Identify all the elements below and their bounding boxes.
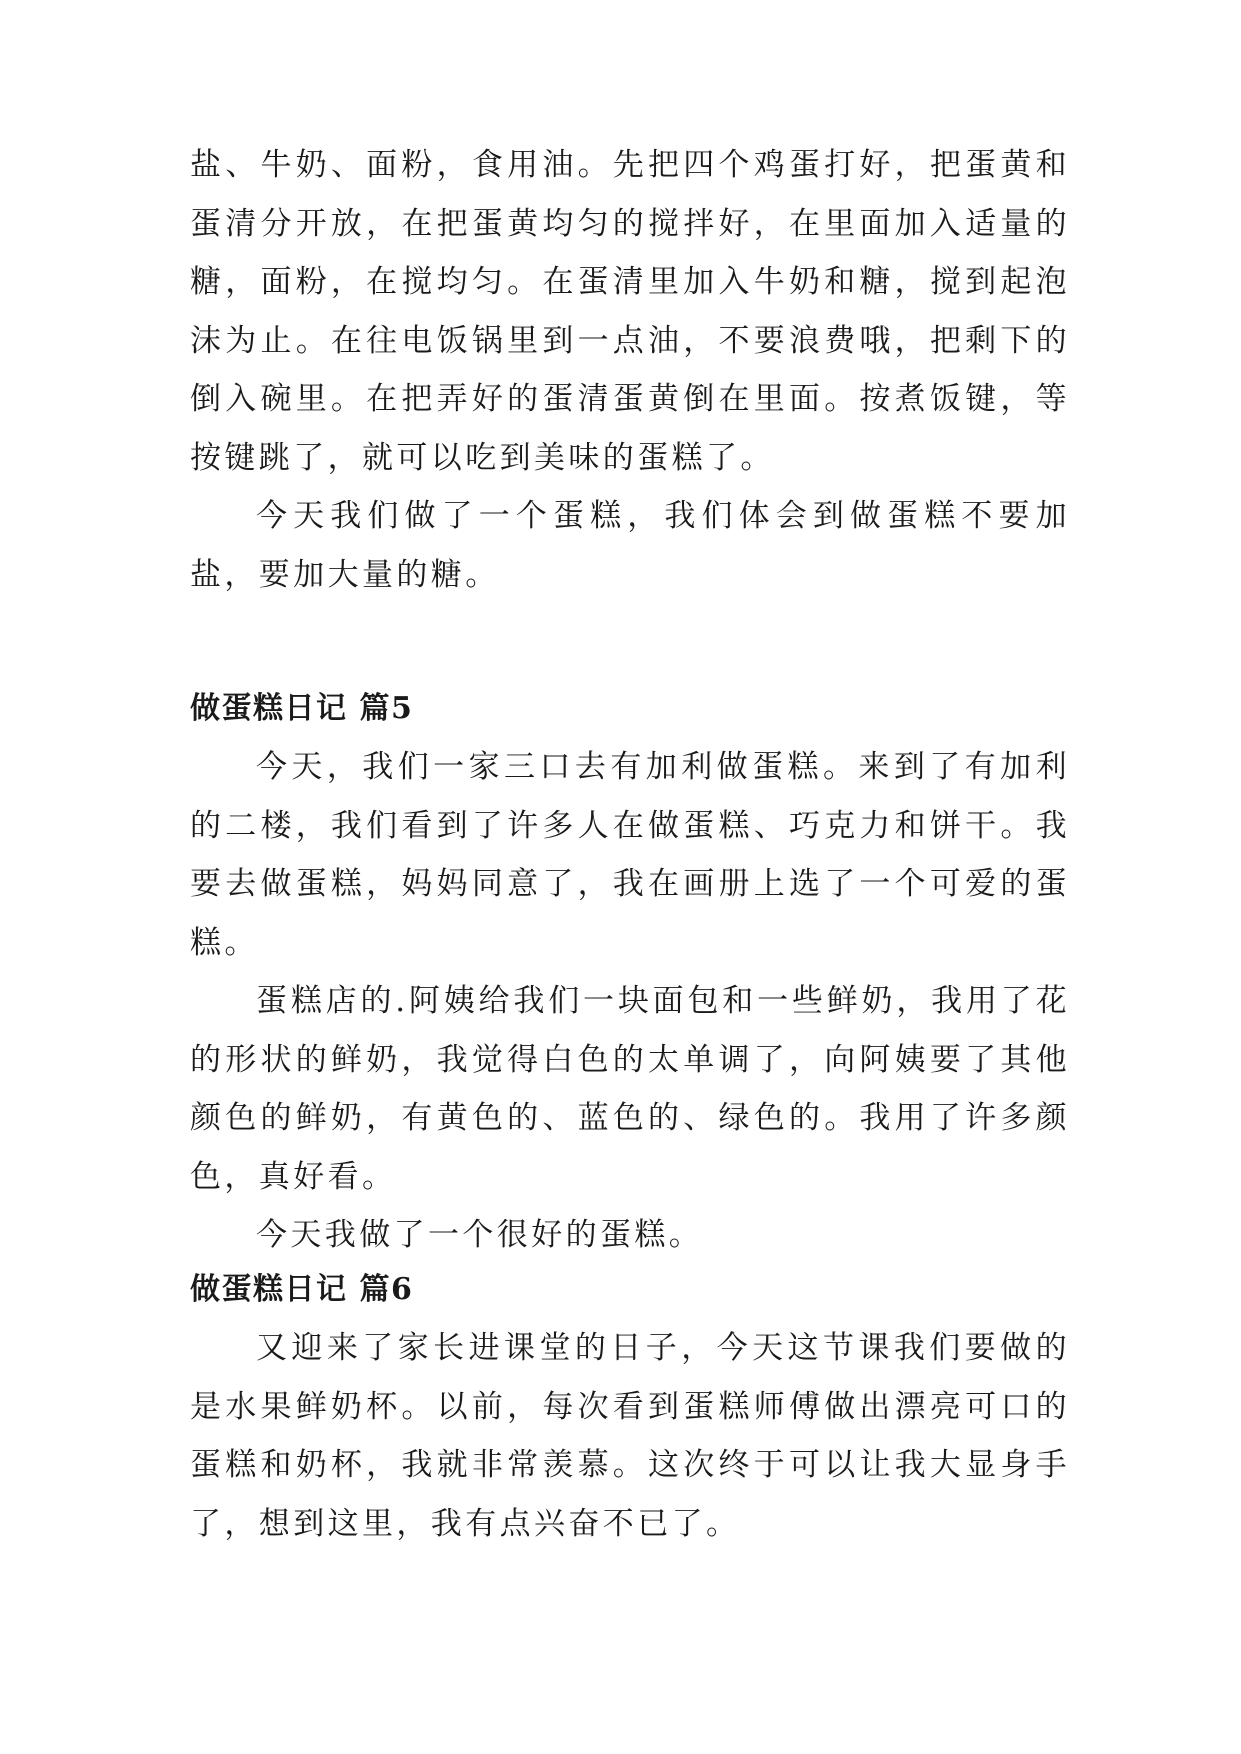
paragraph: 蛋糕店的.阿姨给我们一块面包和一些鲜奶，我用了花的形状的鲜奶，我觉得白色的太单调了，向阿姨要了其他颜色的鲜奶，有黄色的、蓝色的、绿色的。我用了许多颜色，真好看。 bbox=[190, 983, 1070, 1195]
paragraph: 盐、牛奶、面粉，食用油。先把四个鸡蛋打好，把蛋黄和蛋清分开放，在把蛋黄均匀的搅拌好，在里面加入适量的糖，面粉，在搅均匀。在蛋清里加入牛奶和糖，搅到起泡沫为止。在往电饭锅里到一点油，不要浪费哦，把剩下的倒入碗里。在把弄好的蛋清蛋黄倒在里面。按煮饭键，等按键跳了，就可以吃到美味的蛋糕了。 bbox=[190, 147, 1070, 476]
paragraph: 今天，我们一家三口去有加利做蛋糕。来到了有加利的二楼，我们看到了许多人在做蛋糕、巧克力和饼干。我要去做蛋糕，妈妈同意了，我在画册上选了一个可爱的蛋糕。 bbox=[190, 749, 1070, 961]
section-heading: 做蛋糕日记 篇5 bbox=[190, 691, 414, 726]
paragraph: 今天我做了一个很好的蛋糕。 bbox=[256, 1217, 704, 1253]
paragraph: 今天我们做了一个蛋糕，我们体会到做蛋糕不要加盐，要加大量的糖。 bbox=[190, 498, 1070, 593]
section-heading: 做蛋糕日记 篇6 bbox=[190, 1272, 414, 1307]
continued-text bbox=[190, 136, 1070, 604]
section-5 bbox=[190, 680, 1070, 1265]
paragraph: 又迎来了家长进课堂的日子，今天这节课我们要做的是水果鲜奶杯。以前，每次看到蛋糕师傅做出漂亮可口的蛋糕和奶杯，我就非常羡慕。这次终于可以让我大显身手了，想到这里，我有点兴奋不已了。 bbox=[190, 1330, 1070, 1542]
section-6 bbox=[190, 1261, 1070, 1553]
